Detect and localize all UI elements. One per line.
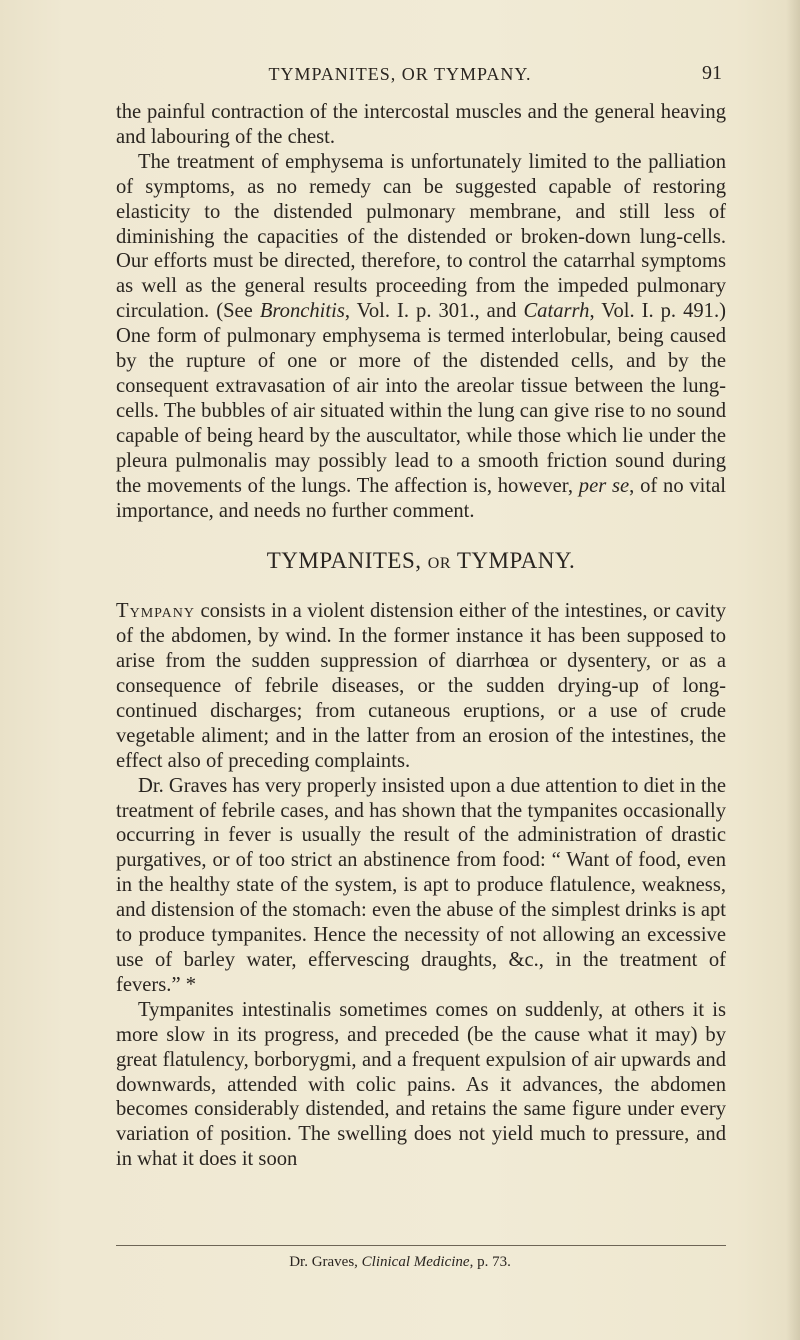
- paragraph-text: Tympanites intestinalis sometimes comes on suddenly, at others it is more slow in its progress, and preceded (be the cause what it may) by great flatulency, borborygmi, and a frequent expulsion of air upwards and downwards, attended with colic pains. As it advances, the abdomen becomes considerably distended, and retains the same figure under every variation of position. The swelling does not yield much to pressure, and in what it does it soon: [116, 998, 726, 1171]
- footnote-title: Clinical Medicine: [361, 1254, 470, 1270]
- page-header: [0, 62, 800, 88]
- heading-text: TYMPANITES,: [266, 548, 428, 574]
- paragraph-text: , Vol. I. p. 491.) One form of pulmonary emphysema is termed interlobular, being caused by the rupture of one or more of the distended cells, and by the consequent extravasation of air into the areolar tissue between the lung-cells. The bubbles of air situated within the lung can give rise to no sound capable of being heard by the auscultator, while those which lie under the pleura pulmonalis may possibly lead to a smooth friction sound during the movements of the lungs. The affection is, however,: [116, 300, 726, 497]
- heading-text: TYMPANY.: [451, 548, 576, 574]
- footnote-divider: [116, 1245, 726, 1246]
- paragraph-continuation: [116, 100, 726, 150]
- paragraph-tympany-definition: [116, 599, 726, 773]
- running-title: TYMPANITES, OR TYMPANY.: [268, 64, 532, 84]
- lead-word: Tympany: [116, 600, 195, 623]
- body-text: [116, 100, 726, 1172]
- paragraph-text: , of no vital importance, and needs no further comment.: [116, 474, 726, 522]
- page-edge-shadow: [786, 0, 800, 1340]
- page-number: 91: [702, 62, 722, 84]
- footnote: [0, 1254, 800, 1271]
- paragraph-text: The treatment of emphysema is unfortunately limited to the palliation of symptoms, as no remedy can be suggested capable of restoring elasticity to the distended pulmonary membrane, and still less of diminishing the capacities of the distended or broken-down lung-cells. Our efforts must be directed, therefore, to control the catarrhal symptoms as well as the general results proceeding from the impeded pulmonary circulation. (See: [116, 150, 726, 323]
- paragraph-emphysema-treatment: [116, 150, 726, 524]
- paragraph-intestinalis: [116, 998, 726, 1172]
- heading-or: OR: [427, 555, 452, 573]
- reference-bronchitis: Bronchitis: [259, 300, 345, 323]
- section-heading: [116, 549, 726, 577]
- paragraph-text: consists in a violent distension either of the intestines, or cavity of the abdomen, by wind. In the former instance it has been supposed to arise from the sudden suppression of diarrhœa or dysentery, or as a consequence of febrile diseases, or the sudden drying-up of long-continued discharges; from cutaneous eruptions, or a use of crude vegetable aliment; and in the latter from an erosion of the intestines, the effect also of preceding complaints.: [116, 600, 726, 772]
- paragraph-graves: [116, 774, 726, 998]
- footnote-author: Dr. Graves,: [289, 1254, 362, 1270]
- footnote-page: , p. 73.: [469, 1254, 511, 1270]
- reference-catarrh: Catarrh: [523, 300, 590, 323]
- paragraph-text: , Vol. I. p. 301., and: [344, 300, 524, 323]
- paragraph-text: the painful contraction of the intercostal muscles and the general heaving and labouring of the chest.: [116, 101, 726, 148]
- italic-per-se: per se: [578, 474, 630, 497]
- paragraph-text: Dr. Graves has very properly insisted upon a due attention to diet in the treatment of febrile cases, and has shown that the tympanites occasionally occurring in fever is usually the result of the administration of drastic purgatives, or of too strict an abstinence from food: “ Want of food, even in the healthy state of the system, is apt to produce flatulence, weakness, and distension of the stomach: even the abuse of the simplest drinks is apt to produce tympanites. Hence the necessity of not allowing an excessive use of barley water, effervescing draughts, &c., in the treatment of fevers.” *: [116, 774, 726, 996]
